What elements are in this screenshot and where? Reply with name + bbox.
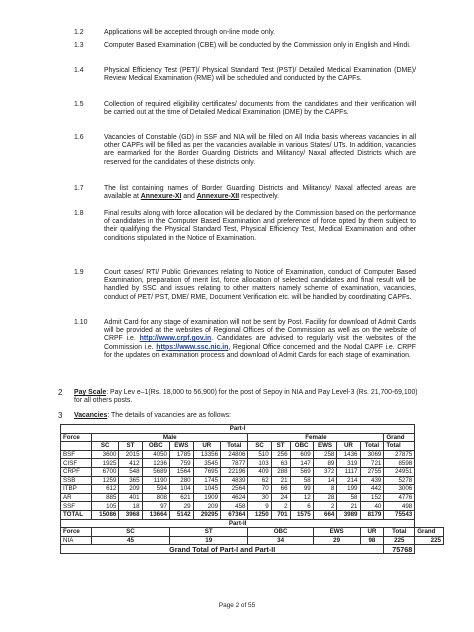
value-cell: 58 bbox=[337, 493, 360, 502]
value-cell: 103 bbox=[248, 459, 271, 468]
subheader-cell: ST bbox=[119, 442, 142, 451]
value-cell: 8598 bbox=[384, 459, 415, 468]
value-cell: 4624 bbox=[221, 493, 248, 502]
value-cell: 365 bbox=[119, 476, 142, 485]
value-cell: 372 bbox=[313, 467, 337, 476]
item-text: Final results along with force allocation will be declared by the Commission based on the performance of candidates in the Computer Based Examination and preference of force opted by them subject to their qualifying the Physical Standard Test, Physical Efficiency Test, Medical Examination and other conditions stipulated in the Notice of Examination. bbox=[104, 210, 416, 242]
table-row bbox=[61, 459, 444, 468]
force-name-cell: NIA bbox=[61, 536, 92, 545]
item-text-part: respectively. bbox=[239, 193, 279, 201]
value-cell: 3545 bbox=[193, 459, 220, 468]
value-cell: 75543 bbox=[384, 510, 415, 519]
value-cell: 66 bbox=[271, 485, 290, 494]
value-cell: 510 bbox=[248, 450, 271, 459]
value-cell: 45 bbox=[91, 536, 169, 545]
item-text: Computer Based Examination (CBE) will be conducted by the Commission only in English and Hindi. bbox=[104, 42, 411, 49]
item-number: 1.6 bbox=[74, 134, 84, 141]
subheader-cell: UR bbox=[193, 442, 220, 451]
item-text-part: . Candidates are advised to regularly visit the websites of the Commission i.e. bbox=[104, 335, 416, 351]
value-cell: 280 bbox=[170, 476, 194, 485]
value-cell: 401 bbox=[119, 493, 142, 502]
section-number: 3 bbox=[58, 411, 63, 420]
value-cell: 1909 bbox=[193, 493, 220, 502]
value-cell: 258 bbox=[313, 450, 337, 459]
annexure-xi-link[interactable]: Annexure-XI bbox=[140, 193, 182, 201]
part2-grand-header: Grand bbox=[415, 528, 444, 537]
value-cell: 99 bbox=[290, 485, 313, 494]
value-cell: 594 bbox=[142, 485, 169, 494]
value-cell: 5689 bbox=[142, 467, 169, 476]
value-cell: 24 bbox=[271, 493, 290, 502]
value-cell: 28 bbox=[313, 493, 337, 502]
part2-header-cell: UR bbox=[360, 528, 384, 537]
value-cell: 1745 bbox=[193, 476, 220, 485]
item-text: Applications will be accepted through on-line mode only. bbox=[104, 29, 276, 36]
force-subheader-blank bbox=[61, 442, 92, 451]
crpf-website-link[interactable]: http://www.crpf.gov.in bbox=[139, 335, 212, 343]
force-name-cell: TOTAL bbox=[61, 510, 92, 519]
table-row bbox=[61, 476, 444, 485]
grand-total-label: Grand Total of Part-I and Part-II bbox=[61, 545, 384, 554]
value-cell: 6 bbox=[290, 502, 313, 511]
value-cell: 4050 bbox=[142, 450, 169, 459]
part1-title-row bbox=[61, 425, 444, 434]
item-number: 1.2 bbox=[74, 29, 84, 36]
value-cell: 70 bbox=[248, 485, 271, 494]
female-header: Female bbox=[248, 433, 384, 442]
value-cell: 89 bbox=[313, 459, 337, 468]
subheader-row bbox=[61, 442, 444, 451]
item-text bbox=[104, 319, 416, 360]
male-header: Male bbox=[91, 433, 248, 442]
value-cell: 40 bbox=[360, 502, 384, 511]
value-cell: 3989 bbox=[337, 510, 360, 519]
value-cell: 12 bbox=[290, 493, 313, 502]
total-row bbox=[61, 510, 444, 519]
value-cell: 3006 bbox=[384, 485, 415, 494]
value-cell: 1925 bbox=[91, 459, 118, 468]
value-cell: 439 bbox=[360, 476, 384, 485]
value-cell: 104 bbox=[170, 485, 194, 494]
item-number: 1.10 bbox=[74, 319, 88, 326]
value-cell: 8179 bbox=[360, 510, 384, 519]
value-cell: 34 bbox=[248, 536, 313, 545]
value-cell: 7695 bbox=[193, 467, 220, 476]
part2-header-cell: EWS bbox=[313, 528, 360, 537]
value-cell: 7877 bbox=[221, 459, 248, 468]
value-cell: 2 bbox=[313, 502, 337, 511]
vacancy-table bbox=[60, 424, 444, 554]
page-number: Page 2 of 55 bbox=[218, 602, 256, 609]
subheader-cell: ST bbox=[271, 442, 290, 451]
value-cell: 13356 bbox=[193, 450, 220, 459]
item-text-part: Admit Card for any stage of examination will not be sent by Post. Facility for download of Admit Cards will be provided at the websites of Regional Offices of the Commission as well as on the website of CRPF i.e. bbox=[104, 319, 416, 343]
vacancy-table-body bbox=[61, 425, 444, 554]
force-name-cell: CISF bbox=[61, 459, 92, 468]
value-cell: 442 bbox=[360, 485, 384, 494]
value-cell: 288 bbox=[271, 467, 290, 476]
item-text-part: The list containing names of Border Guarding Districts and Militancy/ Naxal affected areas are available at bbox=[104, 185, 416, 201]
subheader-cell: SC bbox=[91, 442, 118, 451]
value-cell: 24951 bbox=[384, 467, 415, 476]
value-cell: 29295 bbox=[193, 510, 220, 519]
table-row bbox=[61, 493, 444, 502]
value-cell: 1190 bbox=[142, 476, 169, 485]
table-row bbox=[61, 485, 444, 494]
item-text-part: and bbox=[181, 193, 197, 201]
value-cell: 319 bbox=[337, 459, 360, 468]
part2-header-cell: ST bbox=[170, 528, 248, 537]
value-cell: 1785 bbox=[170, 450, 194, 459]
value-cell: 15086 bbox=[91, 510, 118, 519]
subheader-cell: Total bbox=[360, 442, 384, 451]
part2-header-cell: SC bbox=[91, 528, 169, 537]
table-row bbox=[61, 450, 444, 459]
value-cell: 22196 bbox=[221, 467, 248, 476]
value-cell: 2015 bbox=[119, 450, 142, 459]
ssc-website-link[interactable]: https://www.ssc.nic.in bbox=[156, 343, 229, 351]
value-cell: 409 bbox=[248, 467, 271, 476]
subheader-cell: OBC bbox=[142, 442, 169, 451]
item-number: 1.3 bbox=[74, 42, 84, 49]
value-cell: 1564 bbox=[170, 467, 194, 476]
force-name-cell: CRPF bbox=[61, 467, 92, 476]
part2-force-header: Force bbox=[61, 528, 92, 537]
value-cell: 2 bbox=[271, 502, 290, 511]
value-cell: 24806 bbox=[221, 450, 248, 459]
value-cell: 18 bbox=[119, 502, 142, 511]
section-number: 2 bbox=[58, 388, 63, 397]
section-body: : The details of vacancies are as follows: bbox=[107, 412, 231, 419]
value-cell: 664 bbox=[313, 510, 337, 519]
value-cell: 808 bbox=[142, 493, 169, 502]
grand-header: Grand bbox=[384, 433, 415, 442]
force-name-cell: SSF bbox=[61, 502, 92, 511]
value-cell: 8 bbox=[313, 485, 337, 494]
force-name-cell: AR bbox=[61, 493, 92, 502]
section-label: Pay Scale bbox=[74, 389, 107, 396]
value-cell: 885 bbox=[91, 493, 118, 502]
item-text-part: , Regional Office concerned and the Nodal CAPF i.e. CRPF for the updates on examination process and download of Admit Cards for each stage of examination. bbox=[104, 343, 416, 359]
force-name-cell: BSF bbox=[61, 450, 92, 459]
value-cell: 58 bbox=[290, 476, 313, 485]
part2-header-row bbox=[61, 528, 444, 537]
value-cell: 225 bbox=[415, 536, 444, 545]
value-cell: 5278 bbox=[384, 476, 415, 485]
value-cell: 569 bbox=[290, 467, 313, 476]
value-cell: 19 bbox=[170, 536, 248, 545]
value-cell: 548 bbox=[119, 467, 142, 476]
value-cell: 3600 bbox=[91, 450, 118, 459]
part2-header-cell: Total bbox=[384, 528, 415, 537]
table-row bbox=[61, 502, 444, 511]
table-row bbox=[61, 467, 444, 476]
part2-header-cell: OBC bbox=[248, 528, 313, 537]
section-text bbox=[74, 412, 426, 420]
value-cell: 1436 bbox=[337, 450, 360, 459]
item-text: Collection of required eligibility certificates/ documents from the candidates and their verification will be carried out at the time of Detailed Medical Examination (DME) by the CAPFs. bbox=[104, 101, 416, 117]
value-cell: 412 bbox=[119, 459, 142, 468]
value-cell: 5142 bbox=[170, 510, 194, 519]
value-cell: 21 bbox=[337, 502, 360, 511]
value-cell: 2755 bbox=[360, 467, 384, 476]
item-number: 1.5 bbox=[74, 101, 84, 108]
value-cell: 63 bbox=[271, 459, 290, 468]
item-number: 1.4 bbox=[74, 67, 84, 74]
part2-title: Part-II bbox=[61, 519, 415, 528]
value-cell: 256 bbox=[271, 450, 290, 459]
value-cell: 9 bbox=[248, 502, 271, 511]
grand-total-subheader: Total bbox=[384, 442, 415, 451]
item-text: Physical Efficiency Test (PET)/ Physical Standard Test (PST)/ Detailed Medical Examination (DME)/ Review Medical Examination (RME) will be scheduled and conducted by the CAPFs. bbox=[104, 67, 416, 83]
value-cell: 6700 bbox=[91, 467, 118, 476]
gender-header-row bbox=[61, 433, 444, 442]
value-cell: 1117 bbox=[337, 467, 360, 476]
item-number: 1.9 bbox=[74, 269, 84, 276]
value-cell: 30 bbox=[248, 493, 271, 502]
value-cell: 14 bbox=[313, 476, 337, 485]
value-cell: 98 bbox=[360, 536, 384, 545]
item-text bbox=[104, 185, 416, 201]
subheader-cell: UR bbox=[337, 442, 360, 451]
grand-total-value: 75768 bbox=[384, 545, 415, 554]
value-cell: 612 bbox=[91, 485, 118, 494]
value-cell: 152 bbox=[360, 493, 384, 502]
value-cell: 29 bbox=[313, 536, 360, 545]
part2-title-row bbox=[61, 519, 444, 528]
value-cell: 498 bbox=[384, 502, 415, 511]
value-cell: 214 bbox=[337, 476, 360, 485]
value-cell: 1259 bbox=[91, 476, 118, 485]
value-cell: 199 bbox=[337, 485, 360, 494]
value-cell: 105 bbox=[91, 502, 118, 511]
item-text: Vacancies of Constable (GD) in SSF and NIA will be filled on All India basis whereas vacancies in all other CAPFs will be filled as per the vacancies available in various States/ UTs. In addition, vacancies are earmarked for the Border Guarding Districts and Militancy/ Naxal affected Districts which are reserved for the candidates of these districts only. bbox=[104, 134, 416, 166]
section-label: Vacancies bbox=[74, 412, 108, 419]
force-name-cell: ITBP bbox=[61, 485, 92, 494]
value-cell: 1575 bbox=[290, 510, 313, 519]
section-body: : Pay Lev e–1(Rs. 18,000 to 56,900) for the post of Sepoy in NIA and Pay Level-3 (Rs. 21,700-69,100) for all others posts. bbox=[74, 389, 418, 405]
subheader-cell: EWS bbox=[313, 442, 337, 451]
item-number: 1.7 bbox=[74, 185, 84, 192]
value-cell: 621 bbox=[170, 493, 194, 502]
value-cell: 4776 bbox=[384, 493, 415, 502]
value-cell: 147 bbox=[290, 459, 313, 468]
value-cell: 209 bbox=[193, 502, 220, 511]
value-cell: 29 bbox=[170, 502, 194, 511]
force-name-cell: SSB bbox=[61, 476, 92, 485]
section-text bbox=[74, 389, 426, 405]
value-cell: 67364 bbox=[221, 510, 248, 519]
value-cell: 3069 bbox=[360, 450, 384, 459]
subheader-cell: Total bbox=[221, 442, 248, 451]
part2-row bbox=[61, 536, 444, 545]
value-cell: 13664 bbox=[142, 510, 169, 519]
item-number: 1.8 bbox=[74, 210, 84, 217]
annexure-xii-link[interactable]: Annexure-XII bbox=[196, 193, 240, 201]
subheader-cell: OBC bbox=[290, 442, 313, 451]
value-cell: 225 bbox=[384, 536, 415, 545]
value-cell: 458 bbox=[221, 502, 248, 511]
part1-title: Part-I bbox=[61, 425, 415, 434]
value-cell: 21 bbox=[271, 476, 290, 485]
value-cell: 4839 bbox=[221, 476, 248, 485]
value-cell: 759 bbox=[170, 459, 194, 468]
value-cell: 97 bbox=[142, 502, 169, 511]
value-cell: 209 bbox=[119, 485, 142, 494]
item-text: Court cases/ RTI/ Public Grievances relating to Notice of Examination, conduct of Computer Based Examination, preparation of merit list, force allocation of selected candidates and final result will be handled by SSC and issues relating to other matters namely scheme of examination, vacancies, conduct of PET/ PST, DME/ RME, Document Verification etc. will be handled by coordinating CAPFs. bbox=[104, 269, 416, 301]
value-cell: 721 bbox=[360, 459, 384, 468]
value-cell: 701 bbox=[271, 510, 290, 519]
value-cell: 27875 bbox=[384, 450, 415, 459]
subheader-cell: EWS bbox=[170, 442, 194, 451]
value-cell: 2564 bbox=[221, 485, 248, 494]
grand-total-row bbox=[61, 545, 444, 554]
value-cell: 1236 bbox=[142, 459, 169, 468]
value-cell: 609 bbox=[290, 450, 313, 459]
value-cell: 1045 bbox=[193, 485, 220, 494]
force-header: Force bbox=[61, 433, 92, 442]
value-cell: 3968 bbox=[119, 510, 142, 519]
subheader-cell: SC bbox=[248, 442, 271, 451]
value-cell: 1250 bbox=[248, 510, 271, 519]
value-cell: 62 bbox=[248, 476, 271, 485]
